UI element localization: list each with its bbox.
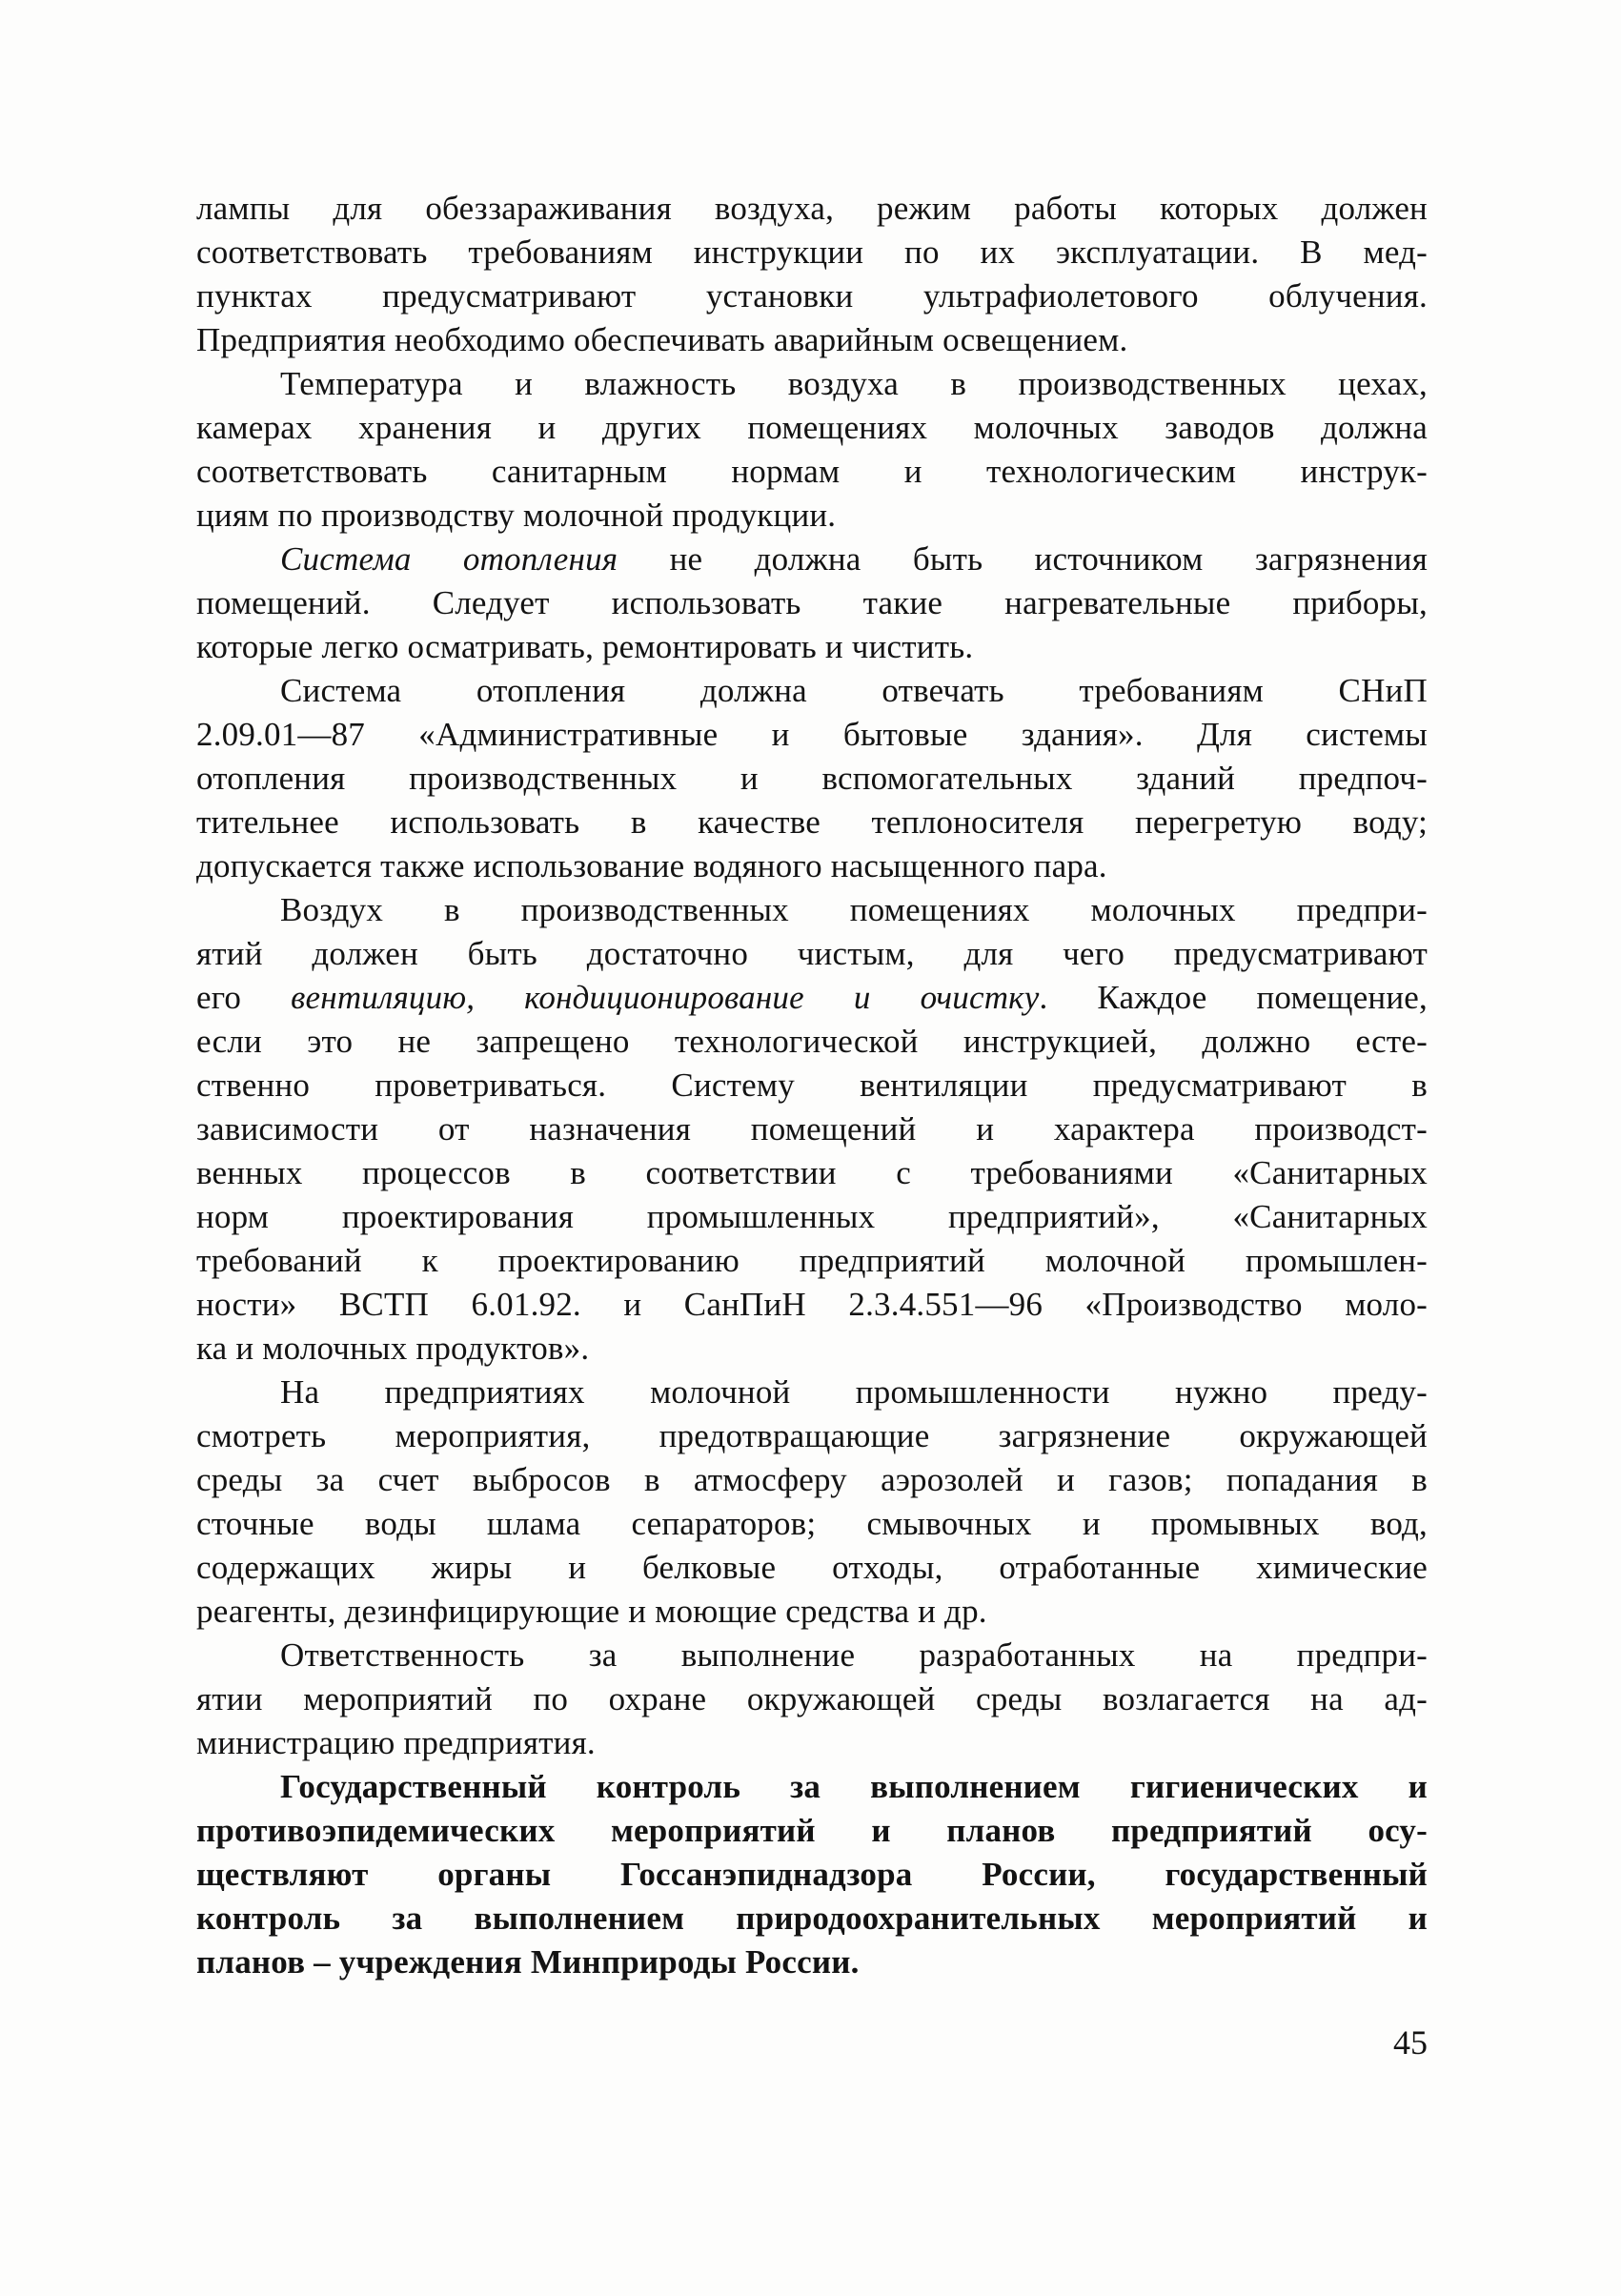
text-line: Предприятия необходимо обеспечивать аварийным освещением. (196, 321, 1128, 358)
paragraph (196, 1371, 1428, 1634)
text-line (196, 976, 1428, 1020)
text-line: Государственный контроль за выполнением гигиенических и (280, 1768, 1428, 1805)
text-line: содержащих жиры и белковые отходы, отработанные химические (196, 1549, 1428, 1586)
text-line: контроль за выполнением природоохранительных мероприятий и (196, 1900, 1428, 1937)
paragraph (196, 1765, 1428, 1984)
text-line: На предприятиях молочной промышленности нужно преду- (280, 1373, 1428, 1411)
text-line: лампы для обеззараживания воздуха, режим работы которых должен (196, 190, 1428, 227)
text-line: которые легко осматривать, ремонтировать и чистить. (196, 628, 974, 665)
text-line (196, 538, 1428, 581)
text-segment: не должна быть источником загрязнения (618, 540, 1429, 578)
text-line: циям по производству молочной продукции. (196, 497, 837, 534)
paragraph (196, 1634, 1428, 1765)
italic-text: вентиляцию, кондиционирование и очистку (291, 979, 1040, 1016)
text-line: ятии мероприятий по охране окружающей среды возлагается на ад- (196, 1680, 1428, 1717)
text-line: среды за счет выбросов в атмосферу аэрозолей и газов; попадания в (196, 1461, 1428, 1498)
text-line: отопления производственных и вспомогательных зданий предпоч- (196, 760, 1428, 797)
text-line: Система отопления должна отвечать требованиям СНиП (280, 672, 1428, 709)
paragraph (196, 362, 1428, 538)
text-line: ности» ВСТП 6.01.92. и СанПиН 2.3.4.551—96 «Производство моло- (196, 1286, 1428, 1323)
text-line: Ответственность за выполнение разработанных на предпри- (280, 1636, 1428, 1674)
text-line: венных процессов в соответствии с требованиями «Санитарных (196, 1154, 1428, 1191)
text-line: Температура и влажность воздуха в производственных цехах, (280, 365, 1428, 402)
text-line: требований к проектированию предприятий молочной промышлен- (196, 1242, 1428, 1279)
text-line: соответствовать санитарным нормам и технологическим инструк- (196, 453, 1428, 490)
paragraph (196, 669, 1428, 888)
body-text (196, 187, 1428, 1984)
text-line: сточные воды шлама сепараторов; смывочных и промывных вод, (196, 1505, 1428, 1542)
text-line: допускается также использование водяного насыщенного пара. (196, 847, 1107, 884)
paragraph (196, 538, 1428, 669)
text-line: ществляют органы Госсанэпиднадзора России, государственный (196, 1856, 1428, 1893)
italic-text: Система отопления (280, 540, 618, 578)
text-segment: . Каждое помещение, (1039, 979, 1428, 1016)
text-line: зависимости от назначения помещений и характера производст- (196, 1110, 1428, 1148)
text-line: реагенты, дезинфицирующие и моющие средства и др. (196, 1593, 987, 1630)
paragraph (196, 187, 1428, 362)
text-line: пунктах предусматривают установки ультрафиолетового облучения. (196, 277, 1428, 315)
text-line: ственно проветриваться. Систему вентиляции предусматривают в (196, 1067, 1428, 1104)
text-line: смотреть мероприятия, предотвращающие загрязнение окружающей (196, 1417, 1428, 1454)
paragraph (196, 888, 1428, 1371)
text-line: камерах хранения и других помещениях молочных заводов должна (196, 409, 1428, 446)
text-line: противоэпидемических мероприятий и планов предприятий осу- (196, 1812, 1428, 1849)
text-line: соответствовать требованиям инструкции по их эксплуатации. В мед- (196, 234, 1428, 271)
page-number: 45 (1393, 2023, 1428, 2062)
text-line: ка и молочных продуктов». (196, 1330, 590, 1367)
text-line: ятий должен быть достаточно чистым, для чего предусматривают (196, 935, 1428, 972)
text-line: норм проектирования промышленных предприятий», «Санитарных (196, 1198, 1428, 1235)
text-line: планов – учреждения Минприроды России. (196, 1943, 860, 1981)
text-segment: его (196, 979, 292, 1016)
text-line: помещений. Следует использовать такие нагревательные приборы, (196, 584, 1428, 621)
text-line: если это не запрещено технологической инструкцией, должно есте- (196, 1023, 1428, 1060)
text-line: министрацию предприятия. (196, 1724, 596, 1761)
text-line: Воздух в производственных помещениях молочных предпри- (280, 891, 1428, 928)
text-line: тительнее использовать в качестве теплоносителя перегретую воду; (196, 803, 1428, 841)
text-line: 2.09.01—87 «Административные и бытовые здания». Для системы (196, 716, 1428, 753)
